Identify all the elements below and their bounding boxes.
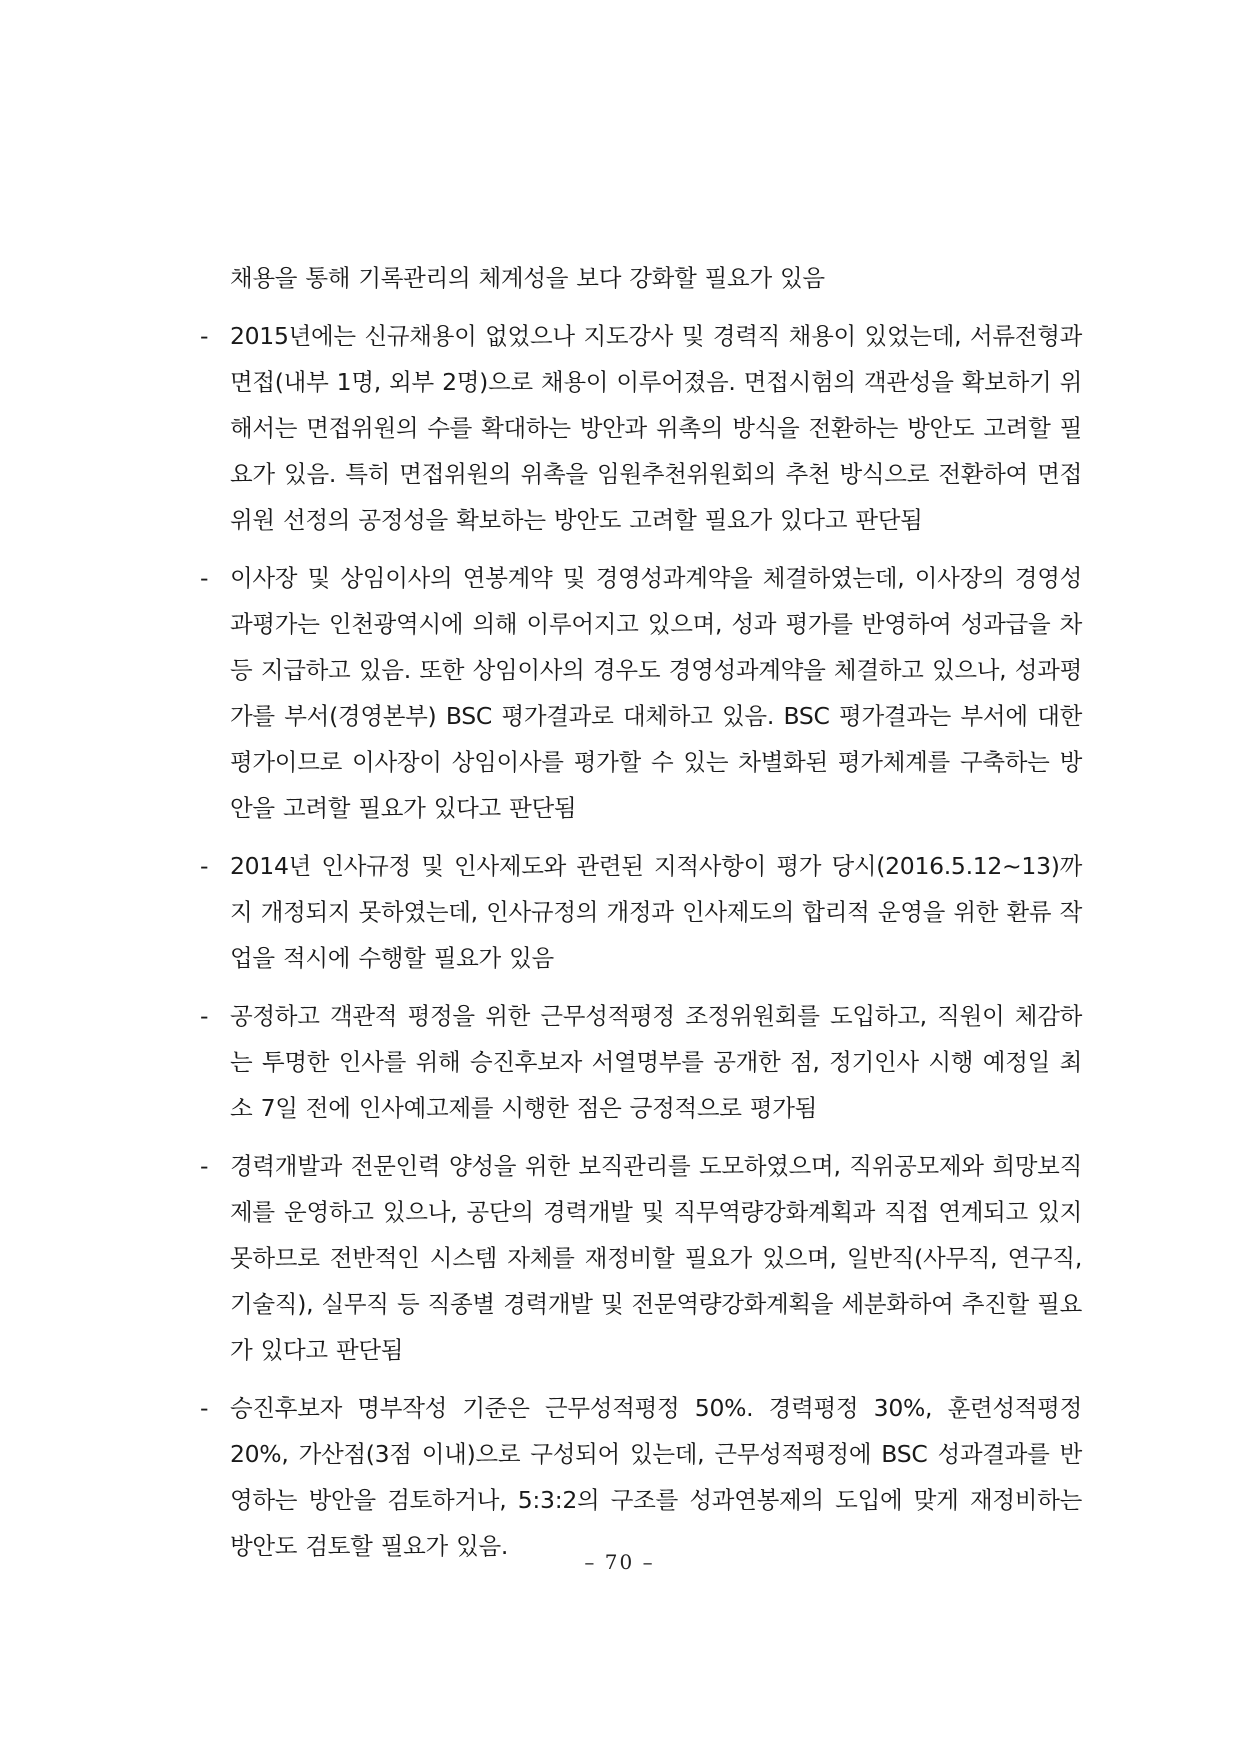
dash-marker: - — [200, 564, 209, 592]
intro-paragraph: 채용을 통해 기록관리의 체계성을 보다 강화할 필요가 있음 — [230, 264, 825, 292]
dash-marker: - — [200, 322, 209, 350]
dash-marker: - — [200, 1394, 209, 1422]
bullet-item-5 — [200, 1143, 1082, 1373]
bullet-item-6 — [200, 1385, 1082, 1569]
bullet-item-2 — [200, 555, 1082, 831]
page-number: – 70 – — [584, 1550, 655, 1574]
bullet-text: 이사장 및 상임이사의 연봉계약 및 경영성과계약을 체결하였는데, 이사장의 경영성과평가는 인천광역시에 의해 이루어지고 있으며, 성과 평가를 반영하여 성과급을 차등 지급하고 있음. 또한 상임이사의 경우도 경영성과계약을 체결하고 있으나, 성과평가를 부서(경영본부) BSC 평가결과로 대체하고 있음. BSC 평가결과는 부서에 대한 평가이므로 이사장이 상임이사를 평가할 수 있는 차별화된 평가체계를 구축하는 방안을 고려할 필요가 있다고 판단됨 — [230, 564, 1082, 822]
bullet-text: 2015년에는 신규채용이 없었으나 지도강사 및 경력직 채용이 있었는데, 서류전형과 면접(내부 1명, 외부 2명)으로 채용이 이루어졌음. 면접시험의 객관성을 확보하기 위해서는 면접위원의 수를 확대하는 방안과 위촉의 방식을 전환하는 방안도 고려할 필요가 있음. 특히 면접위원의 위촉을 임원추천위원회의 추천 방식으로 전환하여 면접위원 선정의 공정성을 확보하는 방안도 고려할 필요가 있다고 판단됨 — [230, 322, 1082, 534]
bullet-text: 승진후보자 명부작성 기준은 근무성적평정 50%. 경력평정 30%, 훈련성적평정 20%, 가산점(3점 이내)으로 구성되어 있는데, 근무성적평정에 BSC 성과결과를 반영하는 방안을 검토하거나, 5:3:2의 구조를 성과연봉제의 도입에 맞게 재정비하는 방안도 검토할 필요가 있음. — [230, 1394, 1082, 1560]
dash-marker: - — [200, 852, 209, 880]
bullet-text: 경력개발과 전문인력 양성을 위한 보직관리를 도모하였으며, 직위공모제와 희망보직제를 운영하고 있으나, 공단의 경력개발 및 직무역량강화계획과 직접 연계되고 있지 못하므로 전반적인 시스템 자체를 재정비할 필요가 있으며, 일반직(사무직, 연구직, 기술직), 실무직 등 직종별 경력개발 및 전문역량강화계획을 세분화하여 추진할 필요가 있다고 판단됨 — [230, 1152, 1082, 1364]
bullet-item-1 — [200, 313, 1082, 543]
bullet-text: 공정하고 객관적 평정을 위한 근무성적평정 조정위원회를 도입하고, 직원이 체감하는 투명한 인사를 위해 승진후보자 서열명부를 공개한 점, 정기인사 시행 예정일 최소 7일 전에 인사예고제를 시행한 점은 긍정적으로 평가됨 — [230, 1002, 1082, 1122]
bullet-item-4 — [200, 993, 1082, 1131]
bullet-item-3 — [200, 843, 1082, 981]
dash-marker: - — [200, 1152, 209, 1180]
bullet-text: 2014년 인사규정 및 인사제도와 관련된 지적사항이 평가 당시(2016.5.12~13)까지 개정되지 못하였는데, 인사규정의 개정과 인사제도의 합리적 운영을 위한 환류 작업을 적시에 수행할 필요가 있음 — [230, 852, 1082, 972]
body-text — [200, 255, 1082, 1569]
dash-marker: - — [200, 1002, 209, 1030]
